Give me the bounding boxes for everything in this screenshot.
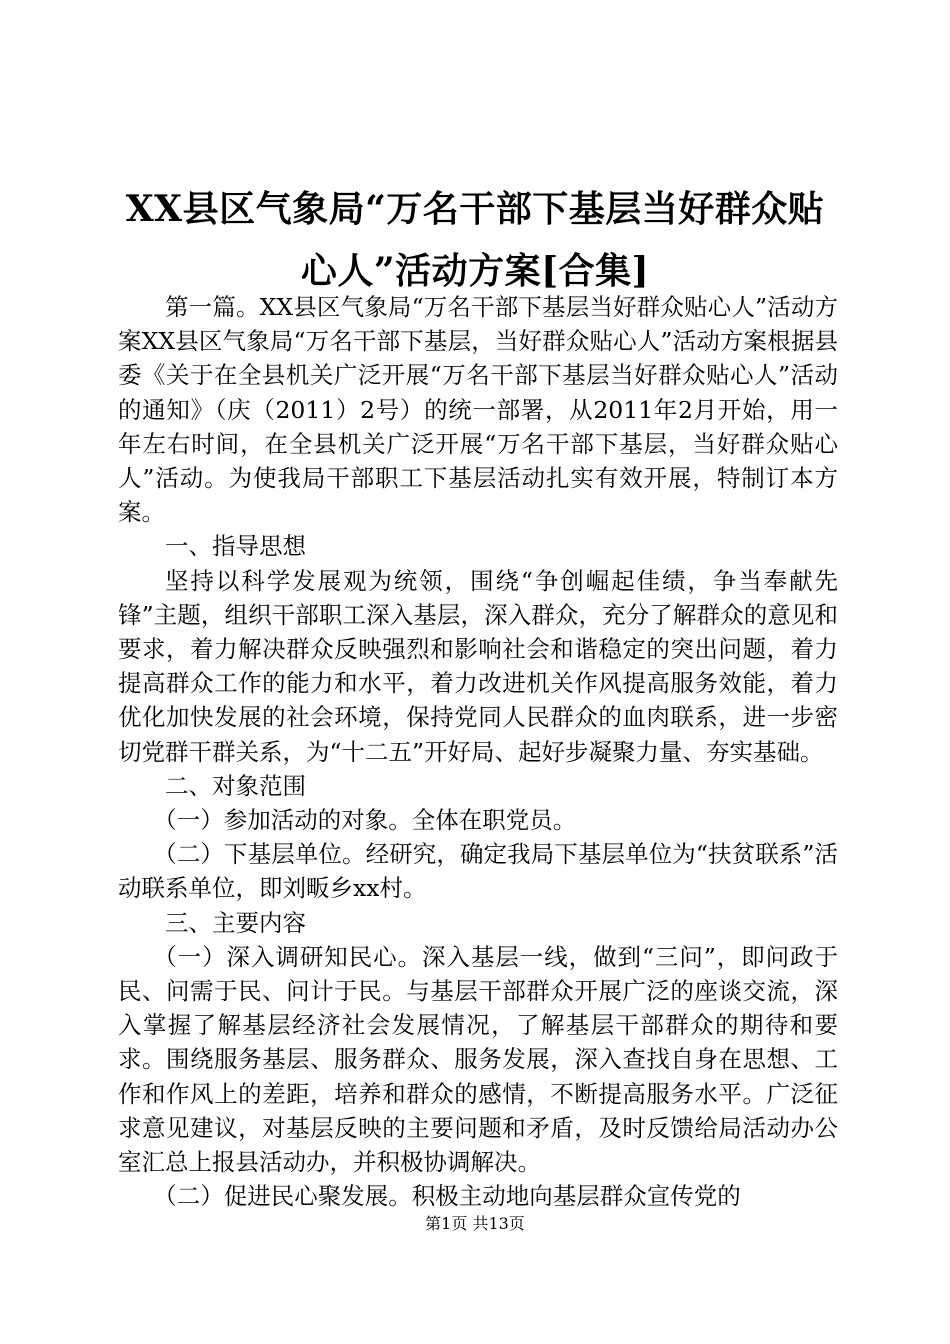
- document-title: [110, 178, 840, 302]
- paragraph-scope-units: （二）下基层单位。经研究，确定我局下基层单位为“扶贫联系”活动联系单位，即刘畈乡xx村。: [118, 840, 838, 903]
- paragraph-scope-participants: （一）参加活动的对象。全体在职党员。: [153, 806, 577, 835]
- title-line-1: XX县区气象局“万名干部下基层当好群众贴: [125, 188, 825, 230]
- paragraph-content-development: （二）促进民心聚发展。积极主动地向基层群众宣传党的: [153, 1182, 741, 1211]
- title-line-2: 心人”活动方案[合集]: [300, 250, 650, 292]
- paragraph-content-research: （一）深入调研知民心。深入基层一线，做到“三问”，即问政于民、问需于民、问计于民。与基层干部群众开展广泛的座谈交流，深入掌握了解基层经济社会发展情况，了解基层干部群众的期待和要求。围绕服务基层、服务群众、服务发展，深入查找自身在思想、工作和作风上的差距，培养和群众的感情，不断提高服务水平。广泛征求意见建议，对基层反映的主要问题和矛盾，及时反馈给局活动办公室汇总上报县活动办，并积极协调解决。: [118, 942, 838, 1177]
- document-body: [118, 290, 838, 1213]
- section-heading-guiding-thought: 一、指导思想: [165, 532, 306, 561]
- section-heading-content: 三、主要内容: [165, 908, 306, 937]
- paragraph-guiding-thought: 坚持以科学发展观为统领，围绕“争创崛起佳绩，争当奉献先锋”主题，组织干部职工深入基层，深入群众，充分了解群众的意见和要求，着力解决群众反映强烈和影响社会和谐稳定的突出问题，着力提高群众工作的能力和水平，着力改进机关作风提高服务效能，着力优化加快发展的社会环境，保持党同人民群众的血肉联系，进一步密切党群干群关系，为“十二五”开好局、起好步凝聚力量、夯实基础。: [118, 566, 838, 766]
- paragraph-intro: 第一篇。XX县区气象局“万名干部下基层当好群众贴心人”活动方案XX县区气象局“万名干部下基层，当好群众贴心人”活动方案根据县委《关于在全县机关广泛开展“万名干部下基层当好群众贴心人”活动的通知》（庆（2011）2号）的统一部署，从2011年2月开始，用一年左右时间，在全县机关广泛开展“万名干部下基层，当好群众贴心人”活动。为使我局干部职工下基层活动扎实有效开展，特制订本方案。: [118, 293, 838, 527]
- page-footer: 第1页 共13页: [425, 1214, 525, 1233]
- section-heading-scope: 二、对象范围: [165, 771, 306, 800]
